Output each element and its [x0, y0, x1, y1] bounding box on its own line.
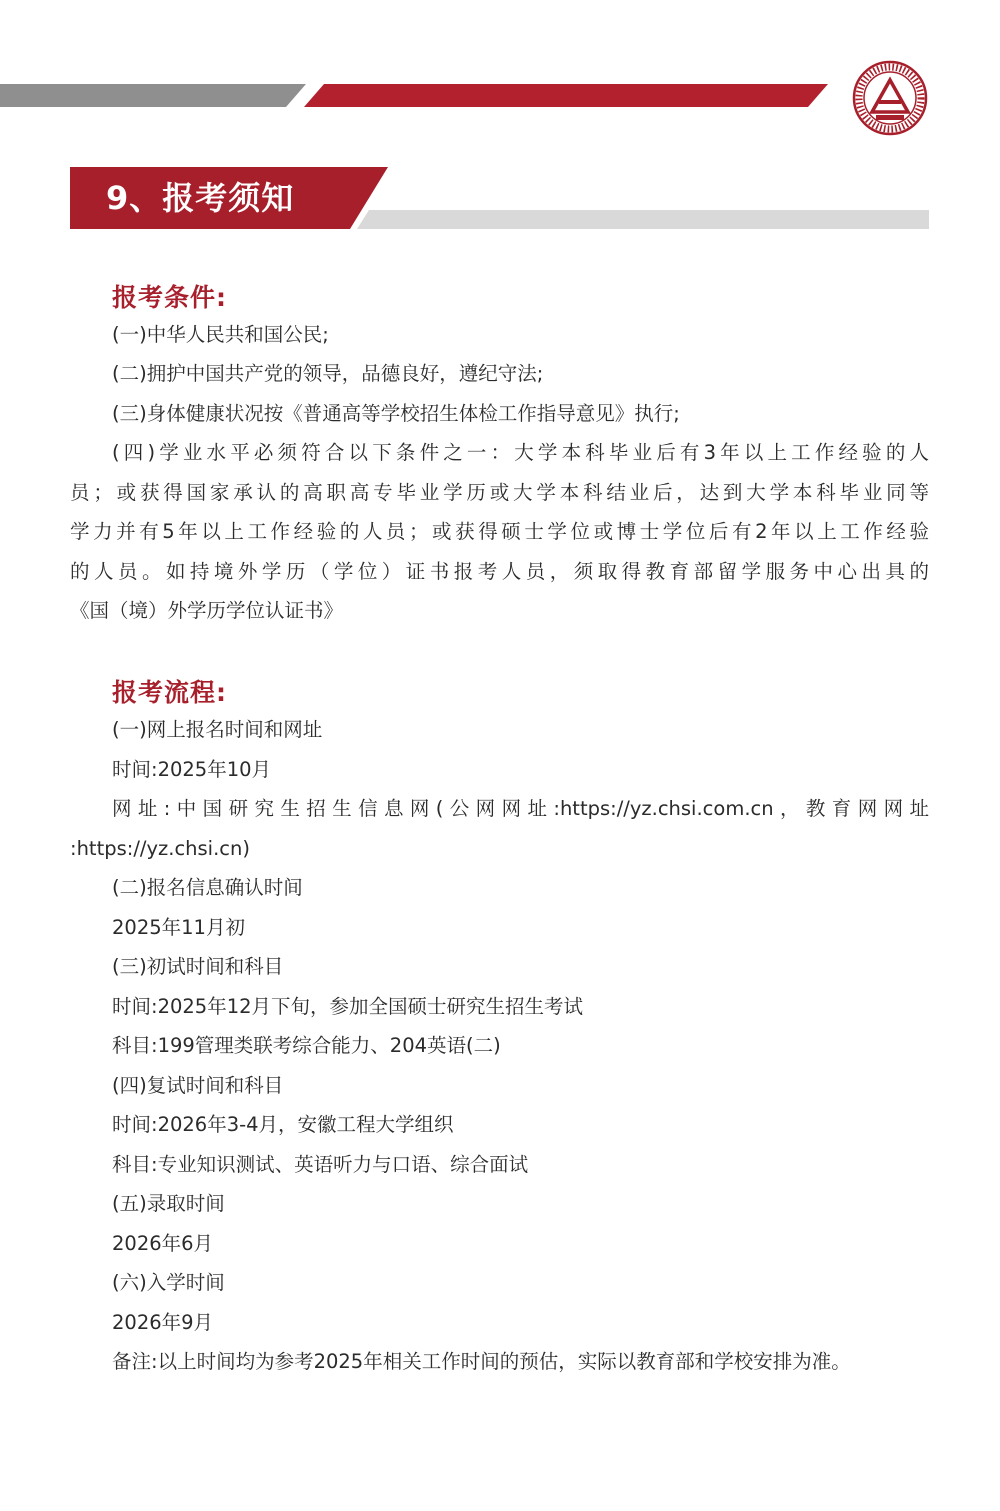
process-line: 时间:2025年12月下旬，参加全国硕士研究生招生考试: [112, 995, 584, 1018]
condition-line: (一)中华人民共和国公民;: [112, 323, 329, 346]
page-title: 9、报考须知: [106, 179, 295, 217]
header-red-stripe: [304, 84, 828, 107]
process-line: (六)入学时间: [112, 1271, 225, 1294]
condition-line: 的人员。如持境外学历（学位）证书报考人员，须取得教育部留学服务中心出具的: [70, 560, 929, 583]
process-line: 2026年6月: [112, 1232, 214, 1255]
process-line: (一)网上报名时间和网址: [112, 718, 323, 741]
process-line: 2026年9月: [112, 1311, 214, 1334]
condition-line: 学力并有5年以上工作经验的人员；或获得硕士学位或博士学位后有2年以上工作经验: [70, 520, 929, 543]
process-line: 科目:199管理类联考综合能力、204英语(二): [112, 1034, 501, 1057]
condition-line: 《国（境）外学历学位认证书》: [70, 599, 344, 622]
process-line: 网址:中国研究生招生信息网(公网网址:https://yz.chsi.com.cn，教育网网址: [112, 797, 929, 820]
condition-line: (四)学业水平必须符合以下条件之一：大学本科毕业后有3年以上工作经验的人: [112, 441, 929, 464]
process-line: (五)录取时间: [112, 1192, 225, 1215]
conditions-heading: 报考条件:: [112, 283, 227, 312]
process-line: 时间:2026年3-4月，安徽工程大学组织: [112, 1113, 454, 1136]
header-gray-stripe: [0, 84, 306, 107]
condition-line: (二)拥护中国共产党的领导，品德良好，遵纪守法;: [112, 362, 544, 385]
condition-line: (三)身体健康状况按《普通高等学校招生体检工作指导意见》执行;: [112, 402, 680, 425]
process-line: 时间:2025年10月: [112, 758, 272, 781]
process-line: (三)初试时间和科目: [112, 955, 284, 978]
process-heading: 报考流程:: [112, 678, 227, 707]
process-line: (二)报名信息确认时间: [112, 876, 303, 899]
university-seal-icon: [852, 60, 928, 136]
process-line: :https://yz.chsi.cn): [70, 837, 250, 860]
condition-line: 员；或获得国家承认的高职高专毕业学历或大学本科结业后，达到大学本科毕业同等: [70, 481, 929, 504]
process-line: 2025年11月初: [112, 916, 245, 939]
process-line: (四)复试时间和科目: [112, 1074, 284, 1097]
process-line: 科目:专业知识测试、英语听力与口语、综合面试: [112, 1153, 529, 1176]
title-gray-band: [357, 210, 929, 229]
process-note: 备注:以上时间均为参考2025年相关工作时间的预估，实际以教育部和学校安排为准。: [112, 1350, 851, 1373]
